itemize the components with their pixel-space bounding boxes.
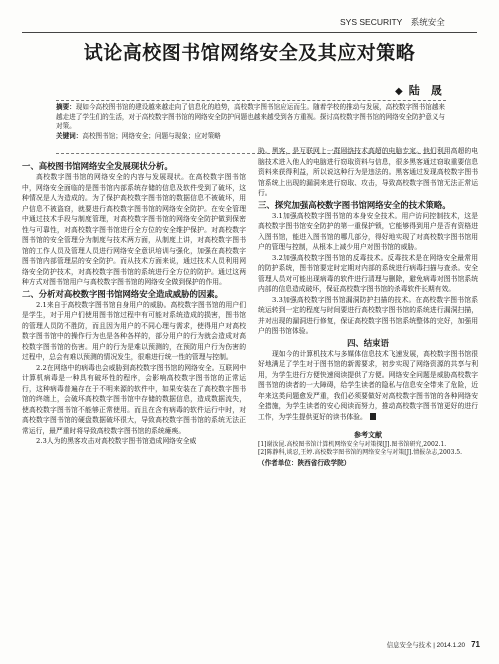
- abstract-text: 现如今高校图书馆的建设越来越走向了信息化的趋势，高校数字图书馆应运而生。随着学校的推动与发展，高校数字图书馆越来越走进了学生们的生活，对于高校数字图书馆的网络安全防护问题也越来越受到各方重视。探讨高校数字图书馆的网络安全防护意义与对策。: [56, 103, 446, 131]
- paragraph: 3.2加强高校数字图书馆的反毒技术。反毒技术是在网络安全最常用的防护系统，图书馆要定时定期对内部的系统进行病毒扫描与查杀。安全管理人员对可能出现病毒的软件进行清理与删除，避免病毒对图书馆系统内部的信息造成破坏，保证高校数字图书馆的杀毒软件长期有效。: [258, 253, 478, 293]
- abstract-label: 摘要：: [56, 103, 76, 111]
- section-heading-2: 二、分析对高校数字图书馆网络安全造成威胁的因素。: [22, 288, 223, 299]
- conclusion-text: 现如今的计算机技术与多媒体信息技术飞速发展，高校数字图书馆很好地满足了学生对于图书馆的新需要求，初步实现了网络资源的共享与利用，为学生进行方便快速阅读提供了方便。网络安全问题是威胁高校数字图书馆的读者的一大障碍，给学生读者的隐私与信息安全带来了危险，近年来这类问题愈发严重，我们必须要做好对高校数字图书馆的各种网络安全措施，为学生读者的安心阅读而努力，推动高校数字图书馆更好的进行工作，为学生提供更好的读书体验。: [258, 349, 478, 421]
- author-affiliation: （作者单位：陕西省行政学院）: [258, 458, 351, 467]
- keywords-text: 高校图书馆；网络安全；问题与现象；应对策略: [82, 131, 221, 140]
- paragraph: 高校数字图书馆的网络安全的内容与发展现状。在高校数字图书馆中，网络安全面临的是图书馆内部系统存储的信息及软件受到了破坏，这种情况是人为造成的。为了保护高校数字图书馆的数据信息不被破坏，用户信息不被盗窃，就要进行高校数字图书馆的网络安全防护。在安全管理中通过技术手段与制度管理，对高校数字图书馆的网络安全防护做到保密性与可靠性，对高校数字图书馆进行全方位的安全维护保护。对高校数字图书馆的安全管理分为制度与技术两方面，从制度上讲，对高校数字图书馆的工作人员及管理人员进行网络安全意识培训与强化，加强在高校数字图书馆内部管理层的安全防护。而从技术方面来说，通过技术人员利用网络安全防护技术，对高校数字图书馆的系统进行全方位的防护。通过这两种方式对图书馆用户与高校数字图书馆的网络安全做到保护的作用。: [22, 173, 246, 286]
- paragraph: 3.3加强高校数字图书馆漏洞防护扫描的技术。在高校数字图书馆系统运转到一定的程度与时间要进行高校数字图书馆的系统进行漏洞扫描，并对出现的漏洞进行修复，保证高校数字图书馆系统整体的完好，加强用户的图书馆体验。: [258, 295, 478, 335]
- header-section-label: SYS SECURITY 系统安全: [340, 17, 445, 27]
- author-line: [395, 82, 442, 98]
- end-mark-icon: [370, 413, 376, 420]
- article-title: 试论高校图书馆网络安全及其应对策略: [83, 42, 416, 64]
- keywords-label: 关键词：: [56, 131, 83, 140]
- paragraph: 3.1加强高校数字图书馆的本身安全技术。用户访问控制技术，这是高校数字图书馆安全防护的第一重保护锁，它能够得到用户是否有资格进入图书馆，能进入图书馆的哪几部分，得好地实现了对高校数字图书馆用户的管理与控制，从根本上减少用户对图书馆的威胁。: [258, 211, 478, 251]
- footer-journal: 信息安全与技术 | 2014.1.20: [386, 642, 466, 649]
- abstract: [56, 101, 446, 141]
- paragraph: 2.2在网络中的病毒也会威胁到高校数字图书馆的网络安全。互联网中计算机病毒是一种具有破坏性的程序，会影响高校数字图书馆的正常运行，这种病毒普遍存在于不明来源的软件中，如果安装在了高校数字图书馆的终端上，会破坏高校数字图书馆中存储的数据信息，造成数据流失，使高校数字图书馆不能够正常使用。而且在含有病毒的软件运行中时，对高校数字图书馆的硬盘数据破坏很大，导致高校数字图书馆的系统无法正常运行，最严重时将导致高校数字图书馆的系统瘫痪。: [22, 363, 246, 435]
- right-column: [258, 146, 478, 468]
- header-rule: [22, 32, 477, 33]
- page-number: 71: [471, 640, 480, 649]
- left-column: [22, 160, 246, 447]
- paragraph: 2.1来自于高校数字图书馆自身用户的威胁。高校数字图书馆的用户们是学生，对于用户们使用图书馆过程中有可能对系统造成的损害，图书馆的管理人员防不胜防，而且因为用户的不同心理与需求，使得用户对高校数字图书馆中的操作行为也是各种各样的，部分用户的行为就会造成对高校数字图书馆的伤害。用户的行为是难以预测的，在预防用户行为伤害的过程中，总会有难以预测的情况发生，很难进行统一性的管理与控制。: [22, 300, 246, 361]
- paragraph: 2.3人为的黑客攻击对高校数字图书馆造成网络安全威: [36, 437, 197, 445]
- section-heading-3: 三、探究加强高校数字图书馆网络安全的技术策略。: [258, 199, 451, 210]
- section-heading-4: 四、结束语: [347, 337, 389, 348]
- paragraph: 胁。黑客，是互联网上一群网络技术高超的电脑专家。他们利用高超的电脑技术进入他人的电脑进行窃取资料与信息，很多黑客通过窃取重要信息资料来获得利益，所以说这种行为是违法的。黑客通过发现高校数字图书馆系统上出现的漏洞来进行窃取、攻击，导致高校数字图书馆无法正常运行。: [258, 147, 478, 197]
- page-header: [0, 8, 499, 30]
- diamond-icon: ◆: [395, 86, 403, 97]
- author-name: 陆 晟: [408, 84, 442, 97]
- references-title: 参考文献: [354, 431, 382, 439]
- page-footer: [340, 640, 480, 649]
- reference-item: [1]谢汝昆.高校图书馆计算机网络安全与对策探[J].图书馆研究,2002.1.: [258, 440, 447, 448]
- reference-item: [2]陈静科,谈忍,王婷.高校数字图书馆的网络安全与对策[J].情报杂志,2003.5.: [258, 449, 463, 456]
- paragraph: [258, 349, 478, 423]
- section-heading-1: 一、高校图书馆网络安全发展现状分析。: [22, 161, 173, 171]
